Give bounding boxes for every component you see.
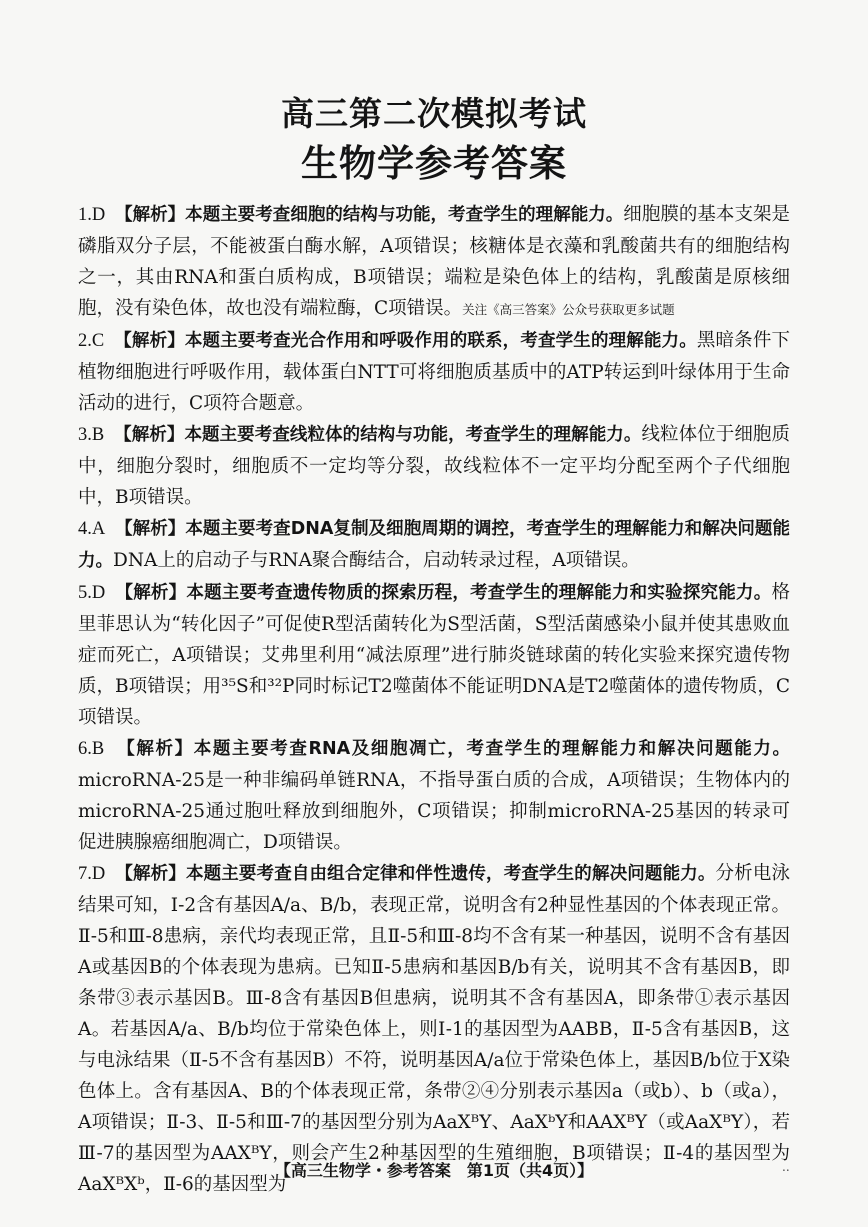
analysis-lead: 本题主要考查RNA及细胞凋亡，考查学生的理解能力和解决问题能力。 bbox=[193, 739, 790, 759]
answer-title: 生物学参考答案 bbox=[301, 142, 567, 185]
analysis-tag: 【解析】 bbox=[123, 331, 185, 351]
answer-number: 3.B bbox=[78, 425, 105, 445]
analysis-lead: 本题主要考查线粒体的结构与功能，考查学生的理解能力。 bbox=[184, 425, 642, 445]
answer-number: 6.B bbox=[78, 739, 105, 759]
analysis-body: 格里菲思认为“转化因子”可促使R型活菌转化为S型活菌，S型活菌感染小鼠并使其患败血症而死亡，A项错误；艾弗里利用“减法原理”进行肺炎链球菌的转化实验来探究遗传物质，B项错误；用³⁵S和³²P同时标记T2噬菌体不能证明DNA是T2噬菌体的遗传物质，C项错误。 bbox=[78, 582, 790, 728]
analysis-tag: 【解析】 bbox=[123, 519, 186, 539]
page-footer: 【高三生物学・参考答案 第1页（共4页）】 bbox=[274, 1161, 594, 1180]
analysis-body: 线粒体位于细胞质中，细胞分裂时，细胞质不一定均等分裂，故线粒体不一定平均分配至两个子代细胞中，B项错误。 bbox=[78, 424, 790, 508]
answer-item-4 bbox=[78, 513, 790, 577]
analysis-tag: 【解析】 bbox=[124, 583, 187, 603]
answer-number: 4.A bbox=[78, 519, 106, 539]
analysis-lead: 本题主要考查细胞的结构与功能，考查学生的理解能力。 bbox=[185, 205, 624, 225]
analysis-tag: 【解析】 bbox=[124, 864, 186, 884]
answer-number: 1.D bbox=[78, 205, 106, 225]
analysis-body: 细胞膜的基本支架是磷脂双分子层，不能被蛋白酶水解，A项错误；核糖体是衣藻和乳酸菌共有的细胞结构之一，其由RNA和蛋白质构成，B项错误；端粒是染色体上的结构，乳酸菌是原核细胞，没有染色体，故也没有端粒酶，C项错误。 bbox=[78, 204, 790, 319]
analysis-tag: 【解析】 bbox=[122, 425, 185, 445]
answer-item-1 bbox=[78, 199, 790, 325]
analysis-lead: 本题主要考查自由组合定律和伴性遗传，考查学生的解决问题能力。 bbox=[185, 864, 716, 884]
answer-number: 5.D bbox=[78, 583, 106, 603]
answer-list bbox=[78, 199, 790, 1200]
promo-note: 关注《高三答案》公众号获取更多试题 bbox=[462, 302, 675, 317]
analysis-body: DNA上的启动子与RNA聚合酶结合，启动转录过程，A项错误。 bbox=[113, 550, 640, 571]
answer-item-3 bbox=[78, 419, 790, 513]
analysis-body: 黑暗条件下植物细胞进行呼吸作用，载体蛋白NTT可将细胞质基质中的ATP转运到叶绿体用于生命活动的进行，C项符合题意。 bbox=[78, 330, 790, 414]
corner-mark: .. bbox=[782, 1160, 790, 1174]
analysis-lead: 本题主要考查遗传物质的探索历程，考查学生的理解能力和实验探究能力。 bbox=[186, 583, 772, 603]
analysis-tag: 【解析】 bbox=[125, 739, 194, 759]
answer-item-7 bbox=[78, 858, 790, 1200]
analysis-tag: 【解析】 bbox=[123, 205, 186, 225]
analysis-body: 分析电泳结果可知，Ⅰ-2含有基因A/a、B/b，表现正常，说明含有2种显性基因的个体表现正常。Ⅱ-5和Ⅲ-8患病，亲代均表现正常，且Ⅱ-5和Ⅲ-8均不含有某一种基因，说明不含有基因A或基因B的个体表现为患病。已知Ⅱ-5患病和基因B/b有关，说明其不含有基因B，即条带③表示基因B。Ⅲ-8含有基因B但患病，说明其不含有基因A，即条带①表示基因A。若基因A/a、B/b均位于常染色体上，则Ⅰ-1的基因型为AABB，Ⅱ-5含有基因B，这与电泳结果（Ⅱ-5不含有基因B）不符，说明基因A/a位于常染色体上，基因B/b位于X染色体上。含有基因A、B的个体表现正常，条带②④分别表示基因a（或b）、b（或a），A项错误；Ⅱ-3、Ⅱ-5和Ⅲ-7的基因型分别为AaXᴮY、AaXᵇY和AAXᴮY（或AaXᴮY），若Ⅲ-7的基因型为AAXᴮY，则会产生2种基因型的生殖细胞，B项错误；Ⅱ-4的基因型为AaXᴮXᵇ，Ⅱ-6的基因型为 bbox=[78, 863, 790, 1195]
exam-title: 高三第二次模拟考试 bbox=[281, 94, 587, 133]
analysis-body: microRNA-25是一种非编码单链RNA，不指导蛋白质的合成，A项错误；生物体内的microRNA-25通过胞吐释放到细胞外，C项错误；抑制microRNA-25基因的转录可促进胰腺癌细胞凋亡，D项错误。 bbox=[78, 770, 790, 853]
answer-item-5 bbox=[78, 577, 790, 733]
answer-number: 7.D bbox=[78, 864, 106, 884]
answer-item-2 bbox=[78, 325, 790, 419]
answer-item-6 bbox=[78, 733, 790, 858]
analysis-lead: 本题主要考查DNA复制及细胞周期的调控，考查学生的理解能力和解决问题能力。 bbox=[78, 519, 790, 571]
answer-number: 2.C bbox=[78, 331, 105, 351]
analysis-lead: 本题主要考查光合作用和呼吸作用的联系，考查学生的理解能力。 bbox=[184, 331, 697, 351]
